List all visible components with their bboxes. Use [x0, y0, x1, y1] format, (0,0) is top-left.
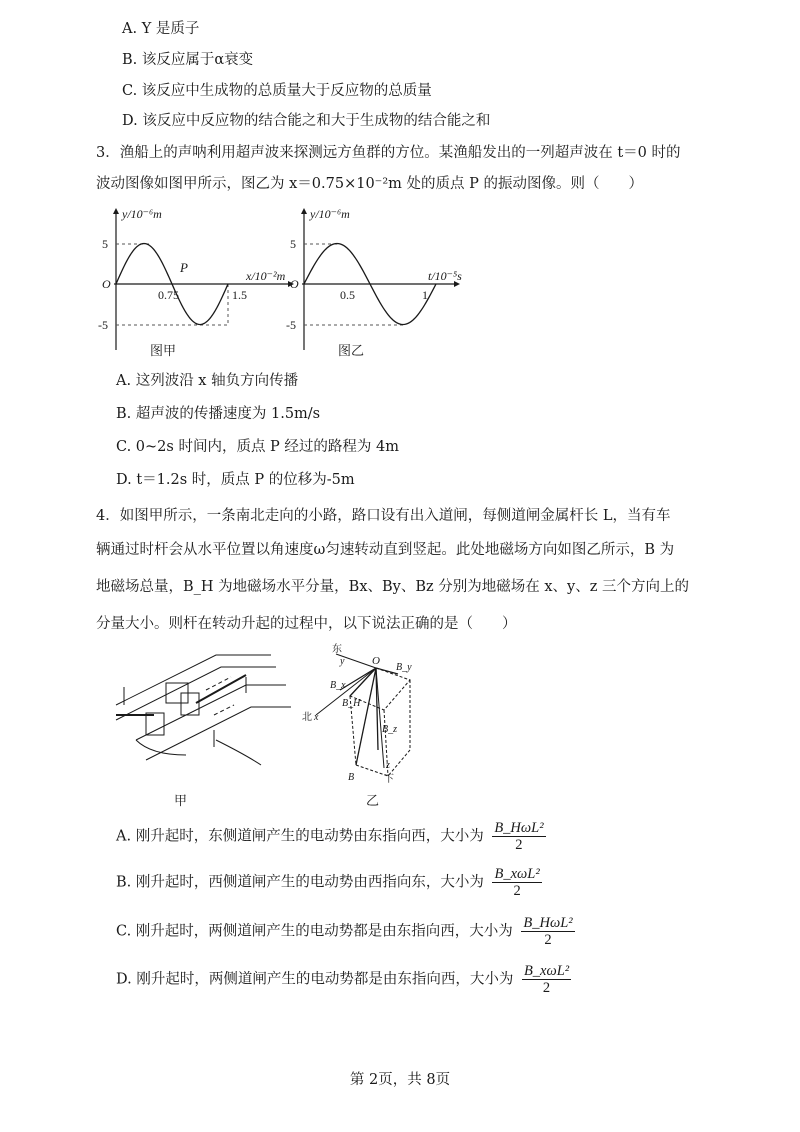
graph-a-xtick-2: 1.5	[232, 288, 247, 302]
q3-option-a	[116, 371, 298, 391]
q4-stem-line-1: 4．如图甲所示，一条南北走向的小路，路口设有出入道闸，每侧道闸金属杆长 L，当有车	[96, 508, 671, 524]
option-key: B.	[122, 52, 138, 68]
option-text: 刚升起时，东侧道闸产生的电动势由东指向西，大小为	[135, 828, 484, 845]
graph-a-origin: O	[102, 277, 111, 291]
option-text: 刚升起时，两侧道闸产生的电动势都是由东指向西，大小为	[136, 971, 514, 988]
option-key: D.	[116, 971, 132, 988]
label-origin: O	[372, 655, 380, 667]
option-text: 该反应属于α衰变	[141, 52, 254, 68]
label-bx: B_x	[330, 680, 346, 691]
graph-b-xtick-2: 1	[422, 288, 428, 302]
gate-box-left	[146, 713, 164, 735]
fraction	[492, 820, 545, 853]
graph-a-point-label: P	[180, 260, 188, 275]
fig-a-caption: 甲	[174, 794, 188, 809]
graph-a-ylabel: y/10⁻⁶m	[122, 207, 162, 221]
road-line-2	[214, 705, 234, 715]
label-bz: B_z	[382, 724, 397, 735]
option-text: 该反应中生成物的总质量大于反应物的总质量	[141, 83, 432, 99]
option-text: 超声波的传播速度为 1.5m/s	[135, 406, 321, 422]
fraction	[521, 915, 574, 948]
graph-b-origin: O	[290, 277, 299, 291]
gate-illustration	[96, 645, 296, 785]
q4-stem-line-2: 辆通过时杆会从水平位置以角速度ω匀速转动直到竖起。此处地磁场方向如图乙所示，B 为	[96, 542, 675, 558]
option-key: B.	[116, 874, 132, 891]
q2-option-d	[122, 111, 490, 131]
graph-b-y-arrow	[301, 208, 307, 214]
fraction-denominator: 2	[542, 980, 551, 996]
q3-stem-line-1: 3．渔船上的声呐利用超声波来探测远方鱼群的方位。某渔船发出的一列超声波在 t＝0 时的	[96, 145, 681, 161]
graph-a-xtick-1: 0.75	[158, 288, 179, 302]
fraction-denominator: 2	[515, 837, 523, 853]
q3-option-b	[116, 404, 320, 424]
option-key: C.	[122, 83, 138, 99]
graph-a-ytick-bottom: -5	[98, 318, 108, 332]
option-key: A.	[116, 373, 132, 389]
curb-right	[216, 740, 261, 765]
q2-option-c	[122, 81, 432, 101]
q4-option-c	[116, 915, 575, 948]
q3-stem-line-2: 波动图像如图甲所示，图乙为 x＝0.75×10⁻²m 处的质点 P 的振动图像。则（ ）	[96, 176, 643, 192]
label-y: y	[340, 656, 345, 667]
graph-b-ytick-bottom: -5	[286, 318, 296, 332]
label-down: 下	[384, 774, 394, 785]
label-bh: B_H	[342, 698, 361, 709]
fraction-numerator: B_HωL²	[494, 820, 544, 836]
graph-b-xtick-1: 0.5	[340, 288, 355, 302]
road-line-1	[206, 677, 231, 690]
wave-graph-a	[96, 200, 296, 360]
b-vector	[356, 668, 376, 765]
option-text: Y 是质子	[141, 21, 200, 37]
graph-b-ytick-top: 5	[290, 237, 296, 251]
q3-option-d	[116, 470, 355, 490]
label-by: B_y	[396, 662, 412, 673]
wave-graph-b	[284, 200, 484, 360]
option-key: B.	[116, 406, 132, 422]
option-text: 刚升起时，西侧道闸产生的电动势由西指向东，大小为	[135, 874, 484, 891]
q2-option-b	[122, 50, 253, 70]
label-north: 北	[302, 712, 312, 723]
fraction	[522, 963, 571, 996]
graph-b-ylabel: y/10⁻⁶m	[310, 207, 350, 221]
q4-stem-line-4: 分量大小。则杆在转动升起的过程中，以下说法正确的是（ ）	[96, 616, 517, 632]
graph-a-caption: 图甲	[150, 344, 177, 359]
road-edge-top	[116, 655, 271, 705]
q4-option-a	[116, 820, 546, 853]
fraction-numerator: B_xωL²	[523, 963, 570, 979]
fraction-numerator: B_xωL²	[494, 866, 540, 882]
label-x: x	[314, 712, 319, 723]
option-key: C.	[116, 439, 132, 455]
option-key: D.	[116, 472, 132, 488]
option-key: D.	[122, 113, 138, 129]
by-vector	[376, 668, 398, 674]
fraction-denominator: 2	[544, 932, 552, 948]
graph-a-xlabel: x/10⁻²m	[246, 269, 286, 283]
option-key: C.	[116, 923, 132, 940]
curb-left	[136, 740, 186, 755]
q2-option-a	[122, 19, 199, 39]
magnetic-field-diagram	[300, 640, 430, 790]
q4-stem-line-3: 地磁场总量，B_H 为地磁场水平分量，Bx、By、Bz 分别为地磁场在 x、y、z 三个方向上的	[96, 579, 689, 595]
fraction-denominator: 2	[513, 883, 521, 899]
option-text: 刚升起时，两侧道闸产生的电动势都是由东指向西，大小为	[135, 923, 513, 940]
gate-box-right	[181, 693, 199, 715]
label-b: B	[348, 772, 355, 783]
q3-option-c	[116, 437, 399, 457]
q4-option-d	[116, 963, 571, 996]
road-edge-bottom	[146, 707, 291, 760]
option-text: 该反应中反应物的结合能之和大于生成物的结合能之和	[142, 113, 491, 129]
fraction	[492, 866, 541, 899]
graph-a-y-arrow	[113, 208, 119, 214]
fig-b-caption: 乙	[366, 794, 380, 809]
option-text: 0~2s 时间内，质点 P 经过的路程为 4m	[135, 439, 400, 455]
label-east: 东	[332, 644, 342, 655]
option-key: A.	[116, 828, 132, 845]
option-text: 这列波沿 x 轴负方向传播	[135, 373, 299, 389]
option-text: t＝1.2s 时，质点 P 的位移为-5m	[136, 472, 355, 488]
graph-b-caption: 图乙	[338, 344, 365, 359]
fraction-numerator: B_HωL²	[523, 915, 573, 931]
graph-a-ytick-top: 5	[102, 237, 108, 251]
graph-b-xlabel: t/10⁻⁵s	[428, 269, 462, 283]
option-key: A.	[122, 21, 138, 37]
q4-option-b	[116, 866, 542, 899]
label-z: z	[386, 760, 390, 771]
page-footer: 第 2页，共 8页	[349, 1072, 451, 1088]
